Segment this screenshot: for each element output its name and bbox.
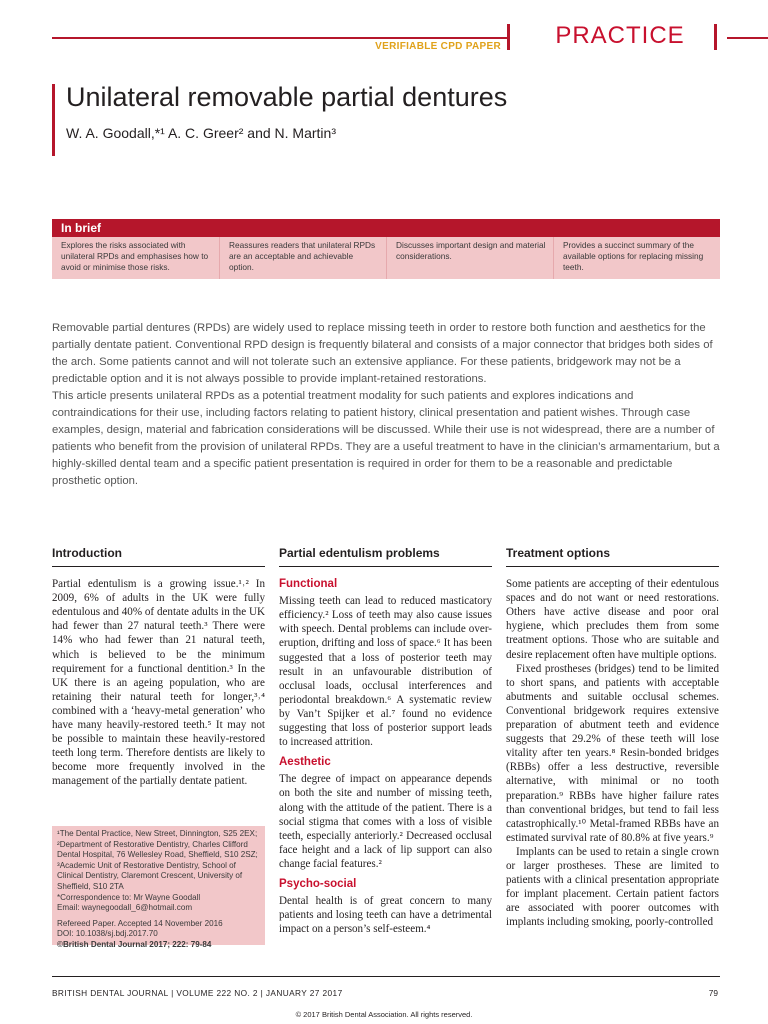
subheading-functional: Functional: [279, 578, 338, 591]
section-heading-treatment: Treatment options: [506, 546, 719, 567]
cpd-label: VERIFIABLE CPD PAPER: [375, 41, 501, 52]
subheading-psycho-social: Psycho-social: [279, 877, 357, 890]
psycho-social-text: Dental health is of great concern to many patients and losing teeth can have a detrimental impact on a person’s self-esteem.⁴: [279, 895, 492, 936]
affiliation-text: ¹The Dental Practice, New Street, Dinnington, S25 2EX; ²Department of Restorative Dentistry, Charles Clifford Dental Hospital, 76 Wellesley Road, Sheffield, S10 2SZ; ³Academic Unit of Restorative Dentistry, School of Clinical Dentistry, Claremont Crescent, University of Sheffield, S10 2TA: [57, 829, 258, 891]
article-authors: W. A. Goodall,*¹ A. C. Greer² and N. Martin³: [66, 125, 336, 141]
copyright-notice: © 2017 British Dental Association. All rights reserved.: [295, 1010, 473, 1019]
header-bar-right: [714, 24, 717, 50]
in-brief-items: [52, 237, 720, 279]
in-brief-item: Reassures readers that unilateral RPDs are an acceptable and achievable option.: [219, 237, 386, 279]
in-brief-item: Explores the risks associated with unilateral RPDs and emphasises how to avoid or minimise those risks.: [61, 240, 209, 272]
column-partial-edentulism: [279, 546, 492, 936]
abstract: [52, 320, 720, 490]
footer-rule: [52, 976, 720, 977]
header-rule-right: [727, 37, 768, 39]
aesthetic-text: The degree of impact on appearance depends on both the site and number of missing teeth, along with the attitude of the patient. There is a social stigma that comes with a loss of visible teeth, especially anteriorly.² Decreased occlusal face height and a lack of lip support can also change facial features.²: [279, 773, 492, 870]
treatment-paragraph: Implants can be used to retain a single crown or larger prostheses. These are limited to patients with a clinical presentation appropriate for implant placement. Certain patient factors are associated with poorer outcomes with implants including smoking, poorly-controlled: [506, 845, 719, 929]
section-heading-partial: Partial edentulism problems: [279, 546, 492, 567]
in-brief-heading: In brief: [52, 219, 720, 237]
header-rule-left: [52, 37, 507, 39]
section-heading-introduction: Introduction: [52, 546, 265, 567]
footer-journal: BRITISH DENTAL JOURNAL | VOLUME 222 NO. 2 | JANUARY 27 2017: [52, 988, 343, 998]
journal-citation: ©British Dental Journal 2017; 222: 79-84: [57, 939, 212, 949]
functional-text: Missing teeth can lead to reduced masticatory efficiency.² Loss of teeth may also cause issues with speech. Dental problems can include over-eruption, drifting and loss of space.⁶ It has been suggested that a loss of posterior teeth may result in an unfavourable distribution of occlusal loads, occlusal interferences and periodontal breakdown.⁶ A systematic review by Van’t Spijker et al.⁷ found no evidence suggesting that loss of posterior support leads to increased attrition.: [279, 595, 492, 749]
header-bar-left: [507, 24, 510, 50]
abstract-paragraph: This article presents unilateral RPDs as a potential treatment modality for such patients and explores indications and contraindications for their use, including factors relating to patient history, clinical presentation and patient wishes. Through case examples, design, material and fabrication considerations will be discussed. While their use is not widespread, there are a number of patients who benefit from the provision of unilateral RPDs. They are a useful treatment to have in the clinician’s armamentarium, but a highly-skilled dental team and a specific patient presentation is required in order for them to be a reasonable and predictable prosthetic option.: [52, 390, 720, 487]
treatment-paragraph: Some patients are accepting of their edentulous spaces and do not want or need restorations. Others have active disease and poor oral hygiene, which precludes them from some treatment options. Those who are suitable and desire replacement often have multiple options.: [506, 578, 719, 661]
in-brief-box: [52, 219, 720, 279]
refereed-note: Refereed Paper. Accepted 14 November 2016: [57, 918, 223, 928]
affiliations-box: [52, 826, 265, 949]
introduction-text: Partial edentulism is a growing issue.¹˒² In 2009, 6% of adults in the UK were fully edentulous and 40% of dentate adults in the UK had fewer than 27 natural teeth.³ There were 14% who had fewer than 21 natural teeth, which is believed to be the minimum requirement for a functional dentition.³ In the UK there is an ageing population, who are retaining their natural teeth for longer,³˒⁴ combined with a ‘heavy-metal generation’ who have many heavily-restored teeth.⁵ It may not be possible to maintain these heavily-restored teeth long term. Therefore dentists are likely to become more frequently involved in the management of the partially dentate patient.: [52, 578, 265, 788]
article-title: Unilateral removable partial dentures: [66, 82, 508, 112]
correspondence-text: *Correspondence to: Mr Wayne Goodall: [57, 892, 201, 902]
title-accent-bar: [52, 84, 55, 156]
email-text: Email: waynegoodall_6@hotmail.com: [57, 903, 193, 913]
subheading-aesthetic: Aesthetic: [279, 756, 331, 769]
page-number: 79: [708, 988, 718, 998]
column-introduction: [52, 546, 265, 789]
column-treatment-options: [506, 546, 719, 929]
treatment-paragraph: Fixed prostheses (bridges) tend to be limited to short spans, and patients with acceptable abutments and suitable occlusal schemes. Conventional bridgework requires extensive preparation of abutment teeth and evidence suggests that 29.2% of these teeth will lose vitality after ten years.⁸ Resin-bonded bridges (RBBs) offer a less destructive, reversible alternative, with minimal or no tooth preparation.⁹ RBBs have higher failure rates than conventional bridges, but tend to fail less catastrophically.¹⁰ Metal-framed RBBs have an estimated survival rate of 80.8% at five years.⁹: [506, 662, 719, 844]
abstract-paragraph: Removable partial dentures (RPDs) are widely used to replace missing teeth in order to restore both function and aesthetics for the partially dentate patient. Conventional RPD design is frequently bilateral and consists of a major connector that bridges both sides of the arch. Some patients cannot and will not tolerate such an extensive appliance. For these patients, bridgework may not be a predictable option and it is not always possible to provide implant-retained restorations.: [52, 322, 713, 385]
in-brief-item: Discusses important design and material considerations.: [386, 237, 553, 279]
doi-text: DOI: 10.1038/sj.bdj.2017.70: [57, 929, 158, 939]
in-brief-item: Provides a succinct summary of the available options for replacing missing teeth.: [553, 237, 720, 279]
section-label: PRACTICE: [555, 22, 685, 49]
